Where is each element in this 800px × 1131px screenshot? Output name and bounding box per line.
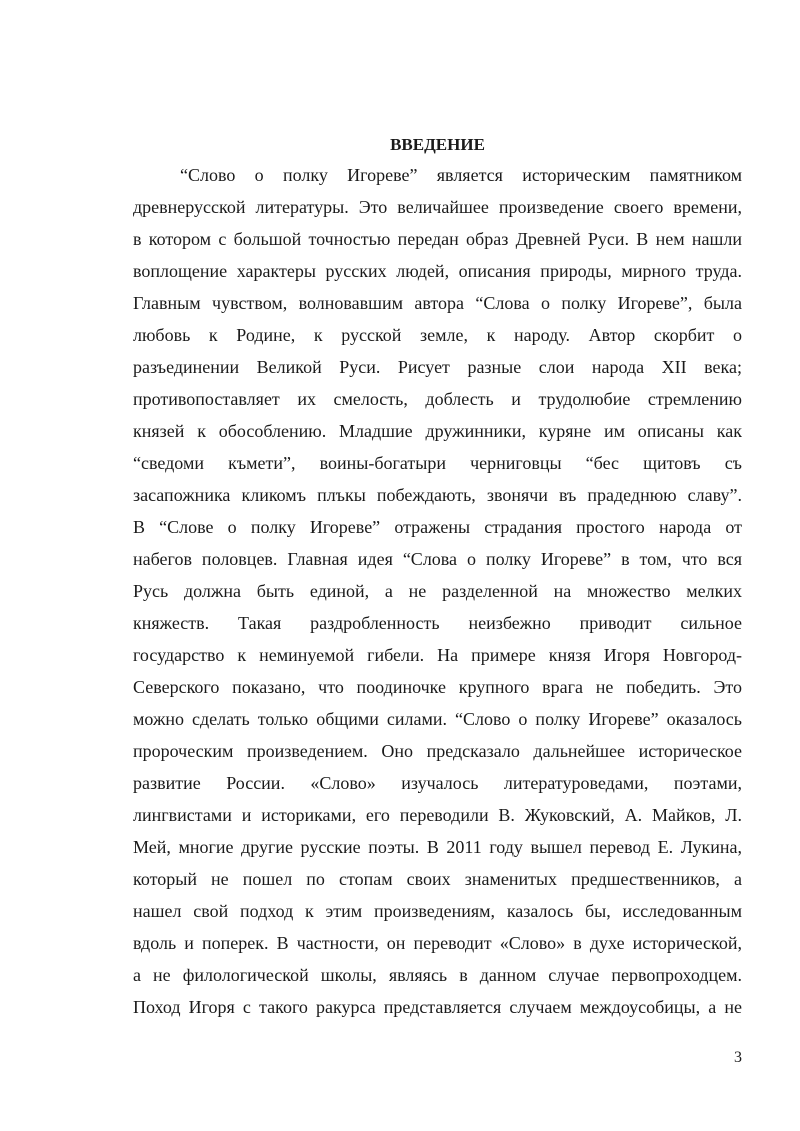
paragraph-line: лингвистами и историками, его переводили В. Жуковский, А. Майков, Л. — [133, 805, 742, 825]
paragraph-line: а не филологической школы, являясь в данном случае первопроходцем. — [133, 965, 742, 985]
paragraph-line: развитие России. «Слово» изучалось литературоведами, поэтами, — [133, 773, 742, 793]
paragraph-line: пророческим произведением. Оно предсказало дальнейшее историческое — [133, 741, 742, 761]
paragraph-line: Поход Игоря с такого ракурса представляется случаем междоусобицы, а не — [133, 997, 742, 1017]
paragraph-line: который не пошел по стопам своих знаменитых предшественников, а — [133, 869, 742, 889]
paragraph-line: любовь к Родине, к русской земле, к народу. Автор скорбит о — [133, 325, 742, 345]
paragraph-line: нашел свой подход к этим произведениям, казалось бы, исследованным — [133, 901, 742, 921]
paragraph-line: воплощение характеры русских людей, описания природы, мирного труда. — [133, 261, 742, 281]
paragraph-line: “Слово о полку Игореве” является историческим памятником — [180, 165, 742, 185]
paragraph-line: набегов половцев. Главная идея “Слова о полку Игореве” в том, что вся — [133, 549, 742, 569]
page-number: 3 — [734, 1049, 742, 1066]
paragraph-line: Мей, многие другие русские поэты. В 2011 году вышел перевод Е. Лукина, — [133, 837, 742, 857]
paragraph-line: вдоль и поперек. В частности, он переводит «Слово» в духе исторической, — [133, 933, 742, 953]
paragraph-line: засапожника кликомъ плъкы побеждають, звонячи въ прадеднюю славу”. — [133, 485, 742, 505]
section-heading: ВВЕДЕНИЕ — [390, 135, 485, 154]
paragraph-line: в котором с большой точностью передан образ Древней Руси. В нем нашли — [133, 229, 742, 249]
paragraph-line: “сведоми къмети”, воины-богатыри черниговцы “бес щитовъ съ — [133, 453, 742, 473]
paragraph-line: разъединении Великой Руси. Рисует разные слои народа XII века; — [133, 357, 742, 377]
paragraph-line: Русь должна быть единой, а не разделенной на множество мелких — [133, 581, 742, 601]
paragraph-line: Северского показано, что поодиночке крупного врага не победить. Это — [133, 677, 742, 697]
paragraph-line: В “Слове о полку Игореве” отражены страдания простого народа от — [133, 517, 742, 537]
paragraph-line: князей к обособлению. Младшие дружинники, куряне им описаны как — [133, 421, 742, 441]
paragraph-line: Главным чувством, волновавшим автора “Слова о полку Игореве”, была — [133, 293, 742, 313]
paragraph-line: противопоставляет их смелость, доблесть и трудолюбие стремлению — [133, 389, 742, 409]
paragraph-line: древнерусской литературы. Это величайшее произведение своего времени, — [133, 197, 742, 217]
paragraph-line: можно сделать только общими силами. “Слово о полку Игореве” оказалось — [133, 709, 742, 729]
paragraph-line: княжеств. Такая раздробленность неизбежно приводит сильное — [133, 613, 742, 633]
paragraph-line: государство к неминуемой гибели. На примере князя Игоря Новгород- — [133, 645, 742, 665]
